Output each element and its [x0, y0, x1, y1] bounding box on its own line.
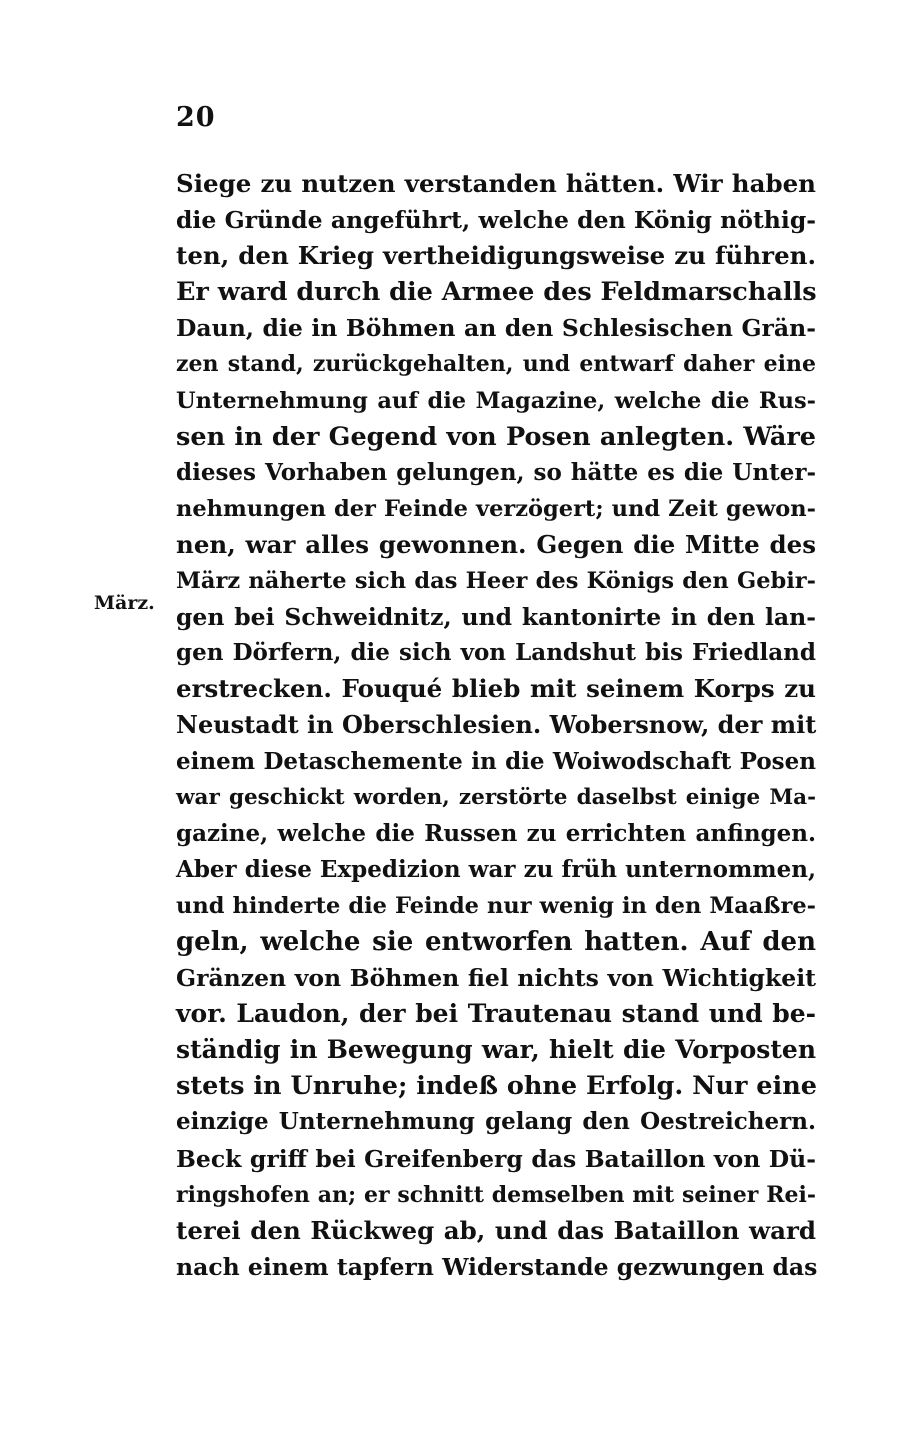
text-line: stets in Unruhe; indeß ohne Erfolg. Nur eine: [176, 1071, 817, 1102]
text-line: Siege zu nutzen verstanden hätten. Wir haben: [176, 169, 816, 198]
text-line: dieses Vorhaben gelungen, so hätte es die Unter-: [176, 458, 816, 486]
text-line: geln, welche sie entworfen hatten. Auf den: [176, 926, 816, 957]
text-line: nach einem tapfern Widerstande gezwungen das: [176, 1252, 818, 1281]
body-text: [176, 166, 816, 1285]
text-line: Aber diese Expedizion war zu früh unternommen,: [176, 855, 816, 883]
text-line: erstrecken. Fouqué blieb mit seinem Korps zu: [176, 674, 816, 704]
text-line: nehmungen der Feinde verzögert; und Zeit gewon-: [176, 495, 816, 522]
text-line: und hinderte die Feinde nur wenig in den Maaßre-: [176, 892, 816, 919]
text-line: einzige Unternehmung gelang den Oestreichern.: [176, 1108, 816, 1136]
page-number: 20: [176, 102, 216, 133]
text-line: zen stand, zurückgehalten, und entwarf daher eine: [176, 351, 816, 378]
text-line: war geschickt worden, zerstörte daselbst einige Ma-: [176, 784, 816, 810]
margin-note: März.: [94, 592, 155, 614]
text-line: gen Dörfern, die sich von Landshut bis Friedland: [176, 639, 816, 667]
text-line: Er ward durch die Armee des Feldmarschalls: [176, 277, 817, 308]
text-line: nen, war alles gewonnen. Gegen die Mitte des: [176, 529, 816, 559]
text-line: gazine, welche die Russen zu errichten anfingen.: [176, 819, 816, 847]
text-line: Gränzen von Böhmen fiel nichts von Wichtigkeit: [176, 964, 816, 993]
text-line: terei den Rückweg ab, und das Bataillon ward: [176, 1215, 816, 1245]
text-line: ringshofen an; er schnitt demselben mit seiner Rei-: [176, 1181, 816, 1208]
text-line: ständig in Bewegung war, hielt die Vorposten: [176, 1035, 816, 1065]
text-line: gen bei Schweidnitz, und kantonirte in den lan-: [176, 603, 816, 632]
text-line: Beck griff bei Greifenberg das Bataillon von Dü-: [176, 1144, 816, 1173]
text-line: die Gründe angeführt, welche den König nöthig-: [176, 206, 816, 235]
text-line: vor. Laudon, der bei Trautenau stand und be-: [176, 999, 816, 1029]
text-line: Daun, die in Böhmen an den Schlesischen Grän-: [176, 314, 816, 343]
text-line: Unternehmung auf die Magazine, welche die Rus-: [176, 387, 816, 414]
text-line: sen in der Gegend von Posen anlegten. Wäre: [176, 421, 816, 452]
text-line: Neustadt in Oberschlesien. Wobersnow, der mit: [176, 710, 817, 740]
text-line: März näherte sich das Heer des Königs den Gebir-: [176, 568, 816, 595]
text-line: einem Detaschemente in die Woiwodschaft Posen: [176, 747, 816, 775]
text-line: ten, den Krieg vertheidigungsweise zu führen.: [176, 241, 816, 271]
